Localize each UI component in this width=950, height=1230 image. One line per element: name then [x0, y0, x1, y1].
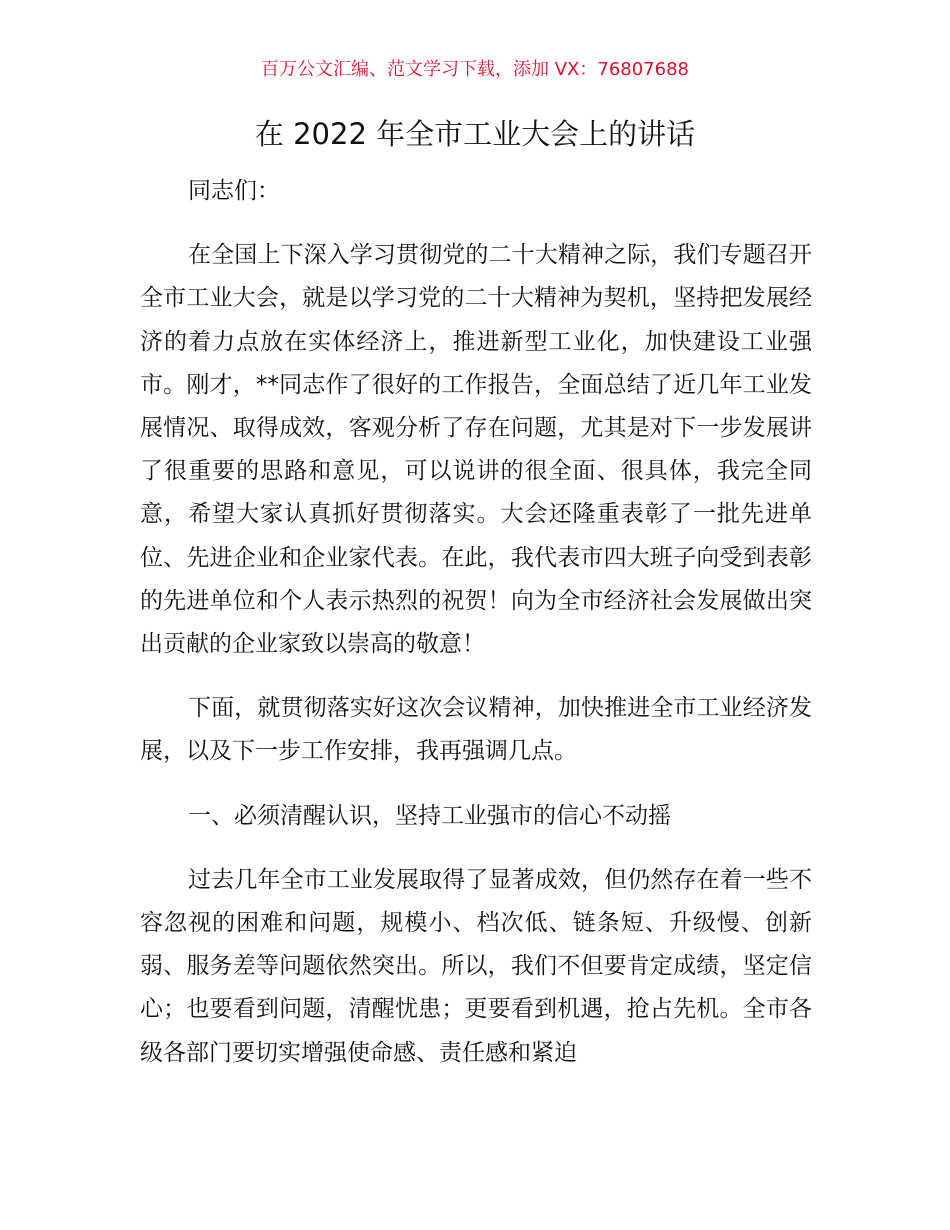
document-title: 在 2022 年全市工业大会上的讲话 [254, 117, 696, 151]
salutation: 同志们： [188, 178, 280, 204]
document-body [140, 170, 812, 1075]
paragraph-1: 在全国上下深入学习贯彻党的二十大精神之际，我们专题召开全市工业大会，就是以学习党的二十大精神为契机，坚持把发展经济的着力点放在实体经济上，推进新型工业化，加快建设工业强市。刚才，**同志作了很好的工作报告，全面总结了近几年工业发展情况、取得成效，客观分析了存在问题，尤其是对下一步发展讲了很重要的思路和意见，可以说讲的很全面、很具体，我完全同意，希望大家认真抓好贯彻落实。大会还隆重表彰了一批先进单位、先进企业和企业家代表。在此，我代表市四大班子向受到表彰的先进单位和个人表示热烈的祝贺！向为全市经济社会发展做出突出贡献的企业家致以崇高的敬意！ [140, 242, 812, 658]
watermark-text: 百万公文汇编、范文学习下载，添加 VX：76807688 [261, 59, 689, 80]
section-heading-1: 一、必须清醒认识，坚持工业强市的信心不动摇 [188, 802, 671, 829]
paragraph-2: 下面，就贯彻落实好这次会议精神，加快推进全市工业经济发展，以及下一步工作安排，我再强调几点。 [140, 695, 812, 765]
paragraph-3: 过去几年全市工业发展取得了显著成效，但仍然存在着一些不容忽视的困难和问题，规模小、档次低、链条短、升级慢、创新弱、服务差等问题依然突出。所以，我们不但要肯定成绩，坚定信心；也要看到问题，清醒忧患；更要看到机遇，抢占先机。全市各级各部门要切实增强使命感、责任感和紧迫 [140, 866, 812, 1066]
